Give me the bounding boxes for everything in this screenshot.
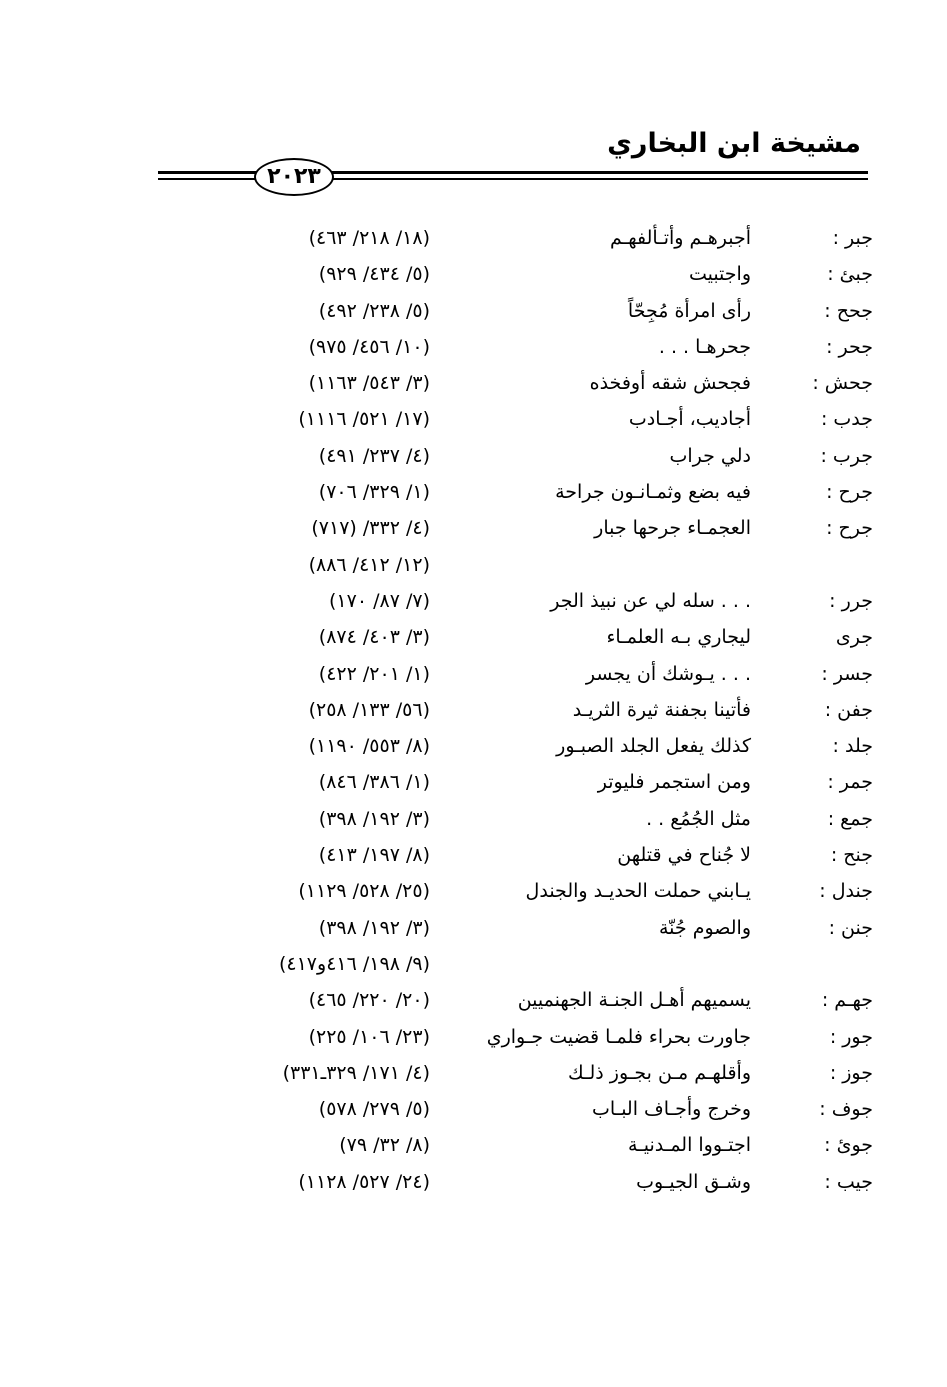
page-title: مشيخة ابن البخاري [607, 128, 861, 159]
entry-ref: (٢٤/ ٥٢٧/ ١١٢٨) [298, 1170, 430, 1193]
entry-root: جوف : [819, 1098, 873, 1121]
entry-root: جدب : [820, 408, 873, 431]
index-entry [0, 223, 947, 259]
entry-root: جرب : [820, 444, 873, 467]
entry-phrase: وخرج وأجـاف البـاب [591, 1098, 751, 1121]
entry-ref: (٣/ ١٩٢/ ٣٩٨) [318, 807, 430, 830]
entry-ref: (٩/ ١٩٨/ ٤١٦و٤١٧) [278, 952, 430, 975]
entry-root: جوز : [829, 1061, 873, 1084]
index-entry [0, 1058, 947, 1094]
index-entry [0, 731, 947, 767]
index-entry [0, 622, 947, 658]
entry-phrase: رأى امرأة مُجِحّاً [627, 299, 751, 322]
entry-root: جمع : [827, 807, 873, 830]
entry-ref: (١/ ٣٨٦/ ٨٤٦) [318, 771, 430, 794]
entry-ref: (٣/ ٥٤٣/ ١١٦٣) [308, 372, 430, 395]
entry-root: جهـم : [821, 989, 873, 1012]
entry-phrase: دلي جراب [669, 444, 751, 467]
entry-ref: (١/ ٢٠١/ ٤٢٢) [318, 662, 430, 685]
entry-phrase: ليجاري بـه العلمـاء [606, 626, 751, 649]
entry-ref: (١٧/ ٥٢١/ ١١١٦) [298, 408, 430, 431]
entry-phrase: جحرهـا . . . [658, 335, 751, 358]
entry-phrase: . . . يـوشك أن يجسر [585, 662, 751, 685]
entry-phrase: اجتـووا المـدنيـة [628, 1134, 751, 1157]
index-entry [0, 876, 947, 912]
entry-phrase: وشـق الجيـوب [636, 1170, 751, 1193]
index-entry [0, 550, 947, 586]
entry-ref: (١/ ٣٢٩/ ٧٠٦) [318, 481, 430, 504]
entry-phrase: فيه بضع وثمـانـون جراحة [555, 481, 751, 504]
entry-phrase: أجبرهـم وأتـألفهـم [610, 227, 751, 249]
entry-ref: (٧/ ٨٧/ ١٧٠) [328, 589, 430, 612]
entry-root: جنح : [830, 844, 873, 867]
index-entry [0, 695, 947, 731]
entry-ref: (٢٠/ ٢٢٠/ ٤٦٥) [308, 989, 430, 1012]
entry-root: جوئ : [824, 1134, 873, 1157]
index-entry [0, 913, 947, 949]
entry-ref: (٤/ ٣٣٢/ (٧١٧) [311, 517, 430, 540]
entry-ref: (٥/ ٢٧٩/ ٥٧٨) [318, 1098, 430, 1121]
page-number: ٢٠٢٣ [254, 158, 334, 196]
entry-phrase: جاورت بحراء فلمـا قضيت جـواري [486, 1025, 751, 1048]
entry-ref: (٢٣/ ١٠٦/ ٢٢٥) [308, 1025, 430, 1048]
index-entry [0, 985, 947, 1021]
entry-phrase: . . . سله لي عن نبيذ الجر [550, 589, 751, 612]
index-entry [0, 1022, 947, 1058]
entry-root: جبر : [832, 227, 873, 249]
index-entry [0, 513, 947, 549]
entry-root: جحر : [826, 335, 873, 358]
entry-root: جيب : [824, 1170, 873, 1193]
entry-root: جبئ : [827, 263, 873, 286]
entry-ref: (٨/ ٥٥٣/ ١١٩٠) [308, 735, 430, 758]
entry-ref: (١٠/ ٤٥٦/ ٩٧٥) [308, 335, 430, 358]
entry-phrase: مثل الجُمُع . . [646, 807, 751, 830]
entry-root: جندل : [819, 880, 873, 903]
index-entry [0, 404, 947, 440]
index-entry [0, 368, 947, 404]
entry-ref: (٢٥/ ٥٢٨/ ١١٢٩) [298, 880, 430, 903]
entry-ref: (٣/ ١٩٢/ ٣٩٨) [318, 916, 430, 939]
index-entry [0, 1094, 947, 1130]
index-entry [0, 586, 947, 622]
entry-root: جنن : [828, 916, 873, 939]
index-entry [0, 949, 947, 985]
index-entry [0, 332, 947, 368]
index-entry [0, 477, 947, 513]
entry-ref: (٥٦/ ١٣٣/ ٢٥٨) [308, 698, 430, 721]
index-entry [0, 259, 947, 295]
index-entry [0, 1130, 947, 1166]
entry-ref: (٥/ ٢٣٨/ ٤٩٢) [318, 299, 430, 322]
index-entry [0, 659, 947, 695]
entry-ref: (٤/ ٢٣٧/ ٤٩١) [318, 444, 430, 467]
entry-root: جفن : [824, 698, 873, 721]
entry-phrase: العجمـاء جرحها جبار [594, 517, 751, 540]
entry-root: جلد : [832, 735, 873, 758]
entry-phrase: يسميهم أهـل الجنـة الجهنميين [517, 989, 751, 1012]
index-entry [0, 840, 947, 876]
entry-root: جرح : [826, 517, 873, 540]
entry-root: جرر : [829, 589, 873, 612]
entry-phrase: لا جُناح في قتلهن [617, 844, 751, 867]
entry-root: جور : [829, 1025, 873, 1048]
index-entry [0, 767, 947, 803]
entry-phrase: أجاديب، أجـادب [628, 408, 751, 431]
entry-ref: (٤/ ١٧١/ ٣٢٩ـ٣٣١) [282, 1061, 430, 1084]
entry-ref: (٥/ ٤٣٤/ ٩٢٩) [318, 263, 430, 286]
entry-phrase: فأتينا بجفنة ثيرة الثريـد [572, 698, 751, 721]
entry-ref: (٨/ ١٩٧/ ٤١٣) [318, 844, 430, 867]
entry-root: جسر : [821, 662, 873, 685]
entry-phrase: يـابني حملت الحديـد والجندل [525, 880, 751, 903]
entry-root: جرى [835, 626, 873, 649]
entry-root: جرح : [826, 481, 873, 504]
entry-phrase: ومن استجمر فليوتر [597, 771, 751, 794]
index-entry [0, 1167, 947, 1203]
index-entries [0, 223, 947, 1203]
entry-ref: (٣/ ٤٠٣/ ٨٧٤) [318, 626, 430, 649]
index-entry [0, 804, 947, 840]
index-entry [0, 296, 947, 332]
index-entry [0, 441, 947, 477]
entry-phrase: وأقلهـم مـن بجـوز ذلـك [567, 1061, 751, 1084]
entry-root: جمر : [827, 771, 873, 794]
entry-phrase: واجتبيت [688, 263, 751, 286]
entry-phrase: كذلك يفعل الجلد الصبـور [556, 735, 751, 758]
entry-ref: (١٢/ ٤١٢/ ٨٨٦) [308, 553, 430, 576]
entry-phrase: والصوم جُنّة [658, 916, 751, 939]
entry-phrase: فجحش شقه أوفخذه [589, 372, 751, 395]
entry-ref: (٨/ ٣٢/ ٧٩) [339, 1134, 430, 1157]
entry-root: جحش : [812, 372, 873, 395]
entry-ref: (١٨/ ٢١٨/ ٤٦٣) [308, 227, 430, 249]
entry-root: جحح : [824, 299, 873, 322]
